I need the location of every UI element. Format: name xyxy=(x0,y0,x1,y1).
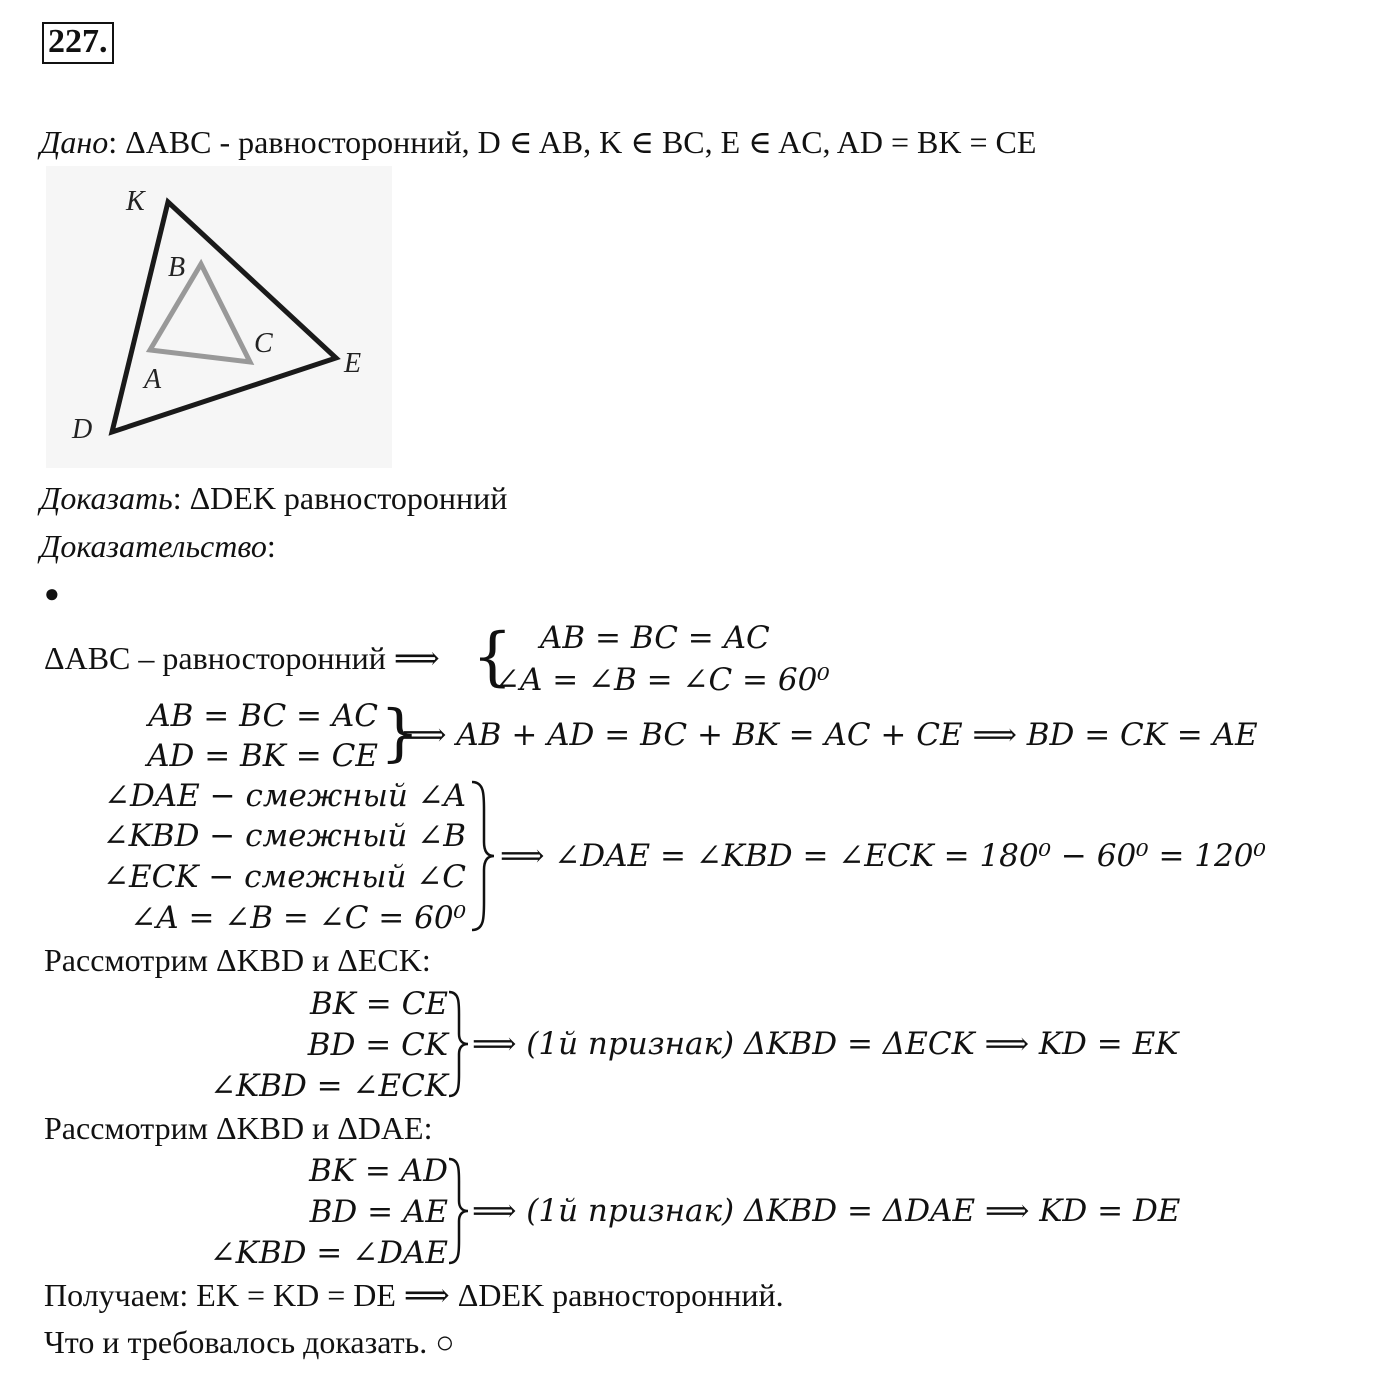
label-e: E xyxy=(344,348,362,379)
step3-line3: ∠ECK − смежный ∠C xyxy=(103,859,466,895)
outer-triangle-dek xyxy=(112,202,336,432)
triangle-diagram xyxy=(46,166,392,468)
step5-brace xyxy=(446,1157,472,1265)
consider1-line xyxy=(44,940,431,980)
step3-result: ⟹ ∠DAE = ∠KBD = ∠ECK = 180⁰ − 60⁰ = 120⁰ xyxy=(500,838,1266,874)
step2-result: ⟹ AB + AD = BC + BK = AC + CE ⟹ BD = CK = AE xyxy=(402,717,1258,753)
proof-label: Доказательство xyxy=(40,528,267,564)
consider2-line xyxy=(44,1108,432,1148)
prove-text: : ΔDEK равносторонний xyxy=(172,480,508,516)
given-text: : ΔABC - равносторонний, D ∈ AB, K ∈ BC, E ∈ AC, AD = BK = CE xyxy=(108,124,1037,160)
bullet: ● xyxy=(44,579,60,608)
qed-line: Что и требовалось доказать. ○ xyxy=(44,1324,455,1360)
consider1-text: Рассмотрим ΔKBD и ΔECK: xyxy=(44,942,431,978)
step5-line2: BD = AE xyxy=(309,1194,448,1230)
label-a: A xyxy=(144,364,162,395)
label-c: C xyxy=(254,328,273,359)
step4-line1: BK = CE xyxy=(310,986,448,1022)
given-line xyxy=(40,122,1036,162)
step5-line3: ∠KBD = ∠DAE xyxy=(209,1235,448,1271)
step2-brace: } xyxy=(380,696,420,769)
step4-brace xyxy=(446,990,472,1098)
step1-line2: ∠A = ∠B = ∠C = 60⁰ xyxy=(494,662,830,698)
proof-colon: : xyxy=(266,528,276,564)
triangle-figure xyxy=(46,166,392,468)
label-k: K xyxy=(126,186,145,217)
step3-line1: ∠DAE − смежный ∠A xyxy=(103,778,466,814)
step3-line2: ∠KBD − смежный ∠B xyxy=(102,818,466,854)
label-d: D xyxy=(72,414,93,445)
step5-line1: BK = AD xyxy=(309,1153,448,1189)
step2-line2: AD = BK = CE xyxy=(147,738,378,774)
step4-line3: ∠KBD = ∠ECK xyxy=(210,1068,448,1104)
step1-brace: { xyxy=(472,620,513,694)
given-label: Дано xyxy=(40,124,109,160)
consider2-text: Рассмотрим ΔKBD и ΔDAE: xyxy=(44,1110,433,1146)
step4-line2: BD = CK xyxy=(307,1027,448,1063)
step1-left: ΔABC – равносторонний ⟹ xyxy=(44,640,440,676)
step1-line1: AB = BC = AC xyxy=(540,620,770,656)
inner-triangle-abc xyxy=(150,264,250,362)
prove-label: Доказать xyxy=(40,480,173,516)
proof-line xyxy=(40,526,276,566)
step2-line1: AB = BC = AC xyxy=(148,698,378,734)
step3-line4: ∠A = ∠B = ∠C = 60⁰ xyxy=(130,900,466,936)
step5-result: ⟹ (1й признак) ΔKBD = ΔDAE ⟹ KD = DE xyxy=(472,1193,1181,1229)
step3-brace xyxy=(468,780,498,932)
step4-result: ⟹ (1й признак) ΔKBD = ΔECK ⟹ KD = EK xyxy=(472,1026,1179,1062)
problem-number: 227. xyxy=(42,22,114,64)
label-b: B xyxy=(168,252,186,283)
conclusion-line: Получаем: EK = KD = DE ⟹ ΔDEK равносторонний. xyxy=(44,1277,784,1313)
prove-line xyxy=(40,478,507,518)
